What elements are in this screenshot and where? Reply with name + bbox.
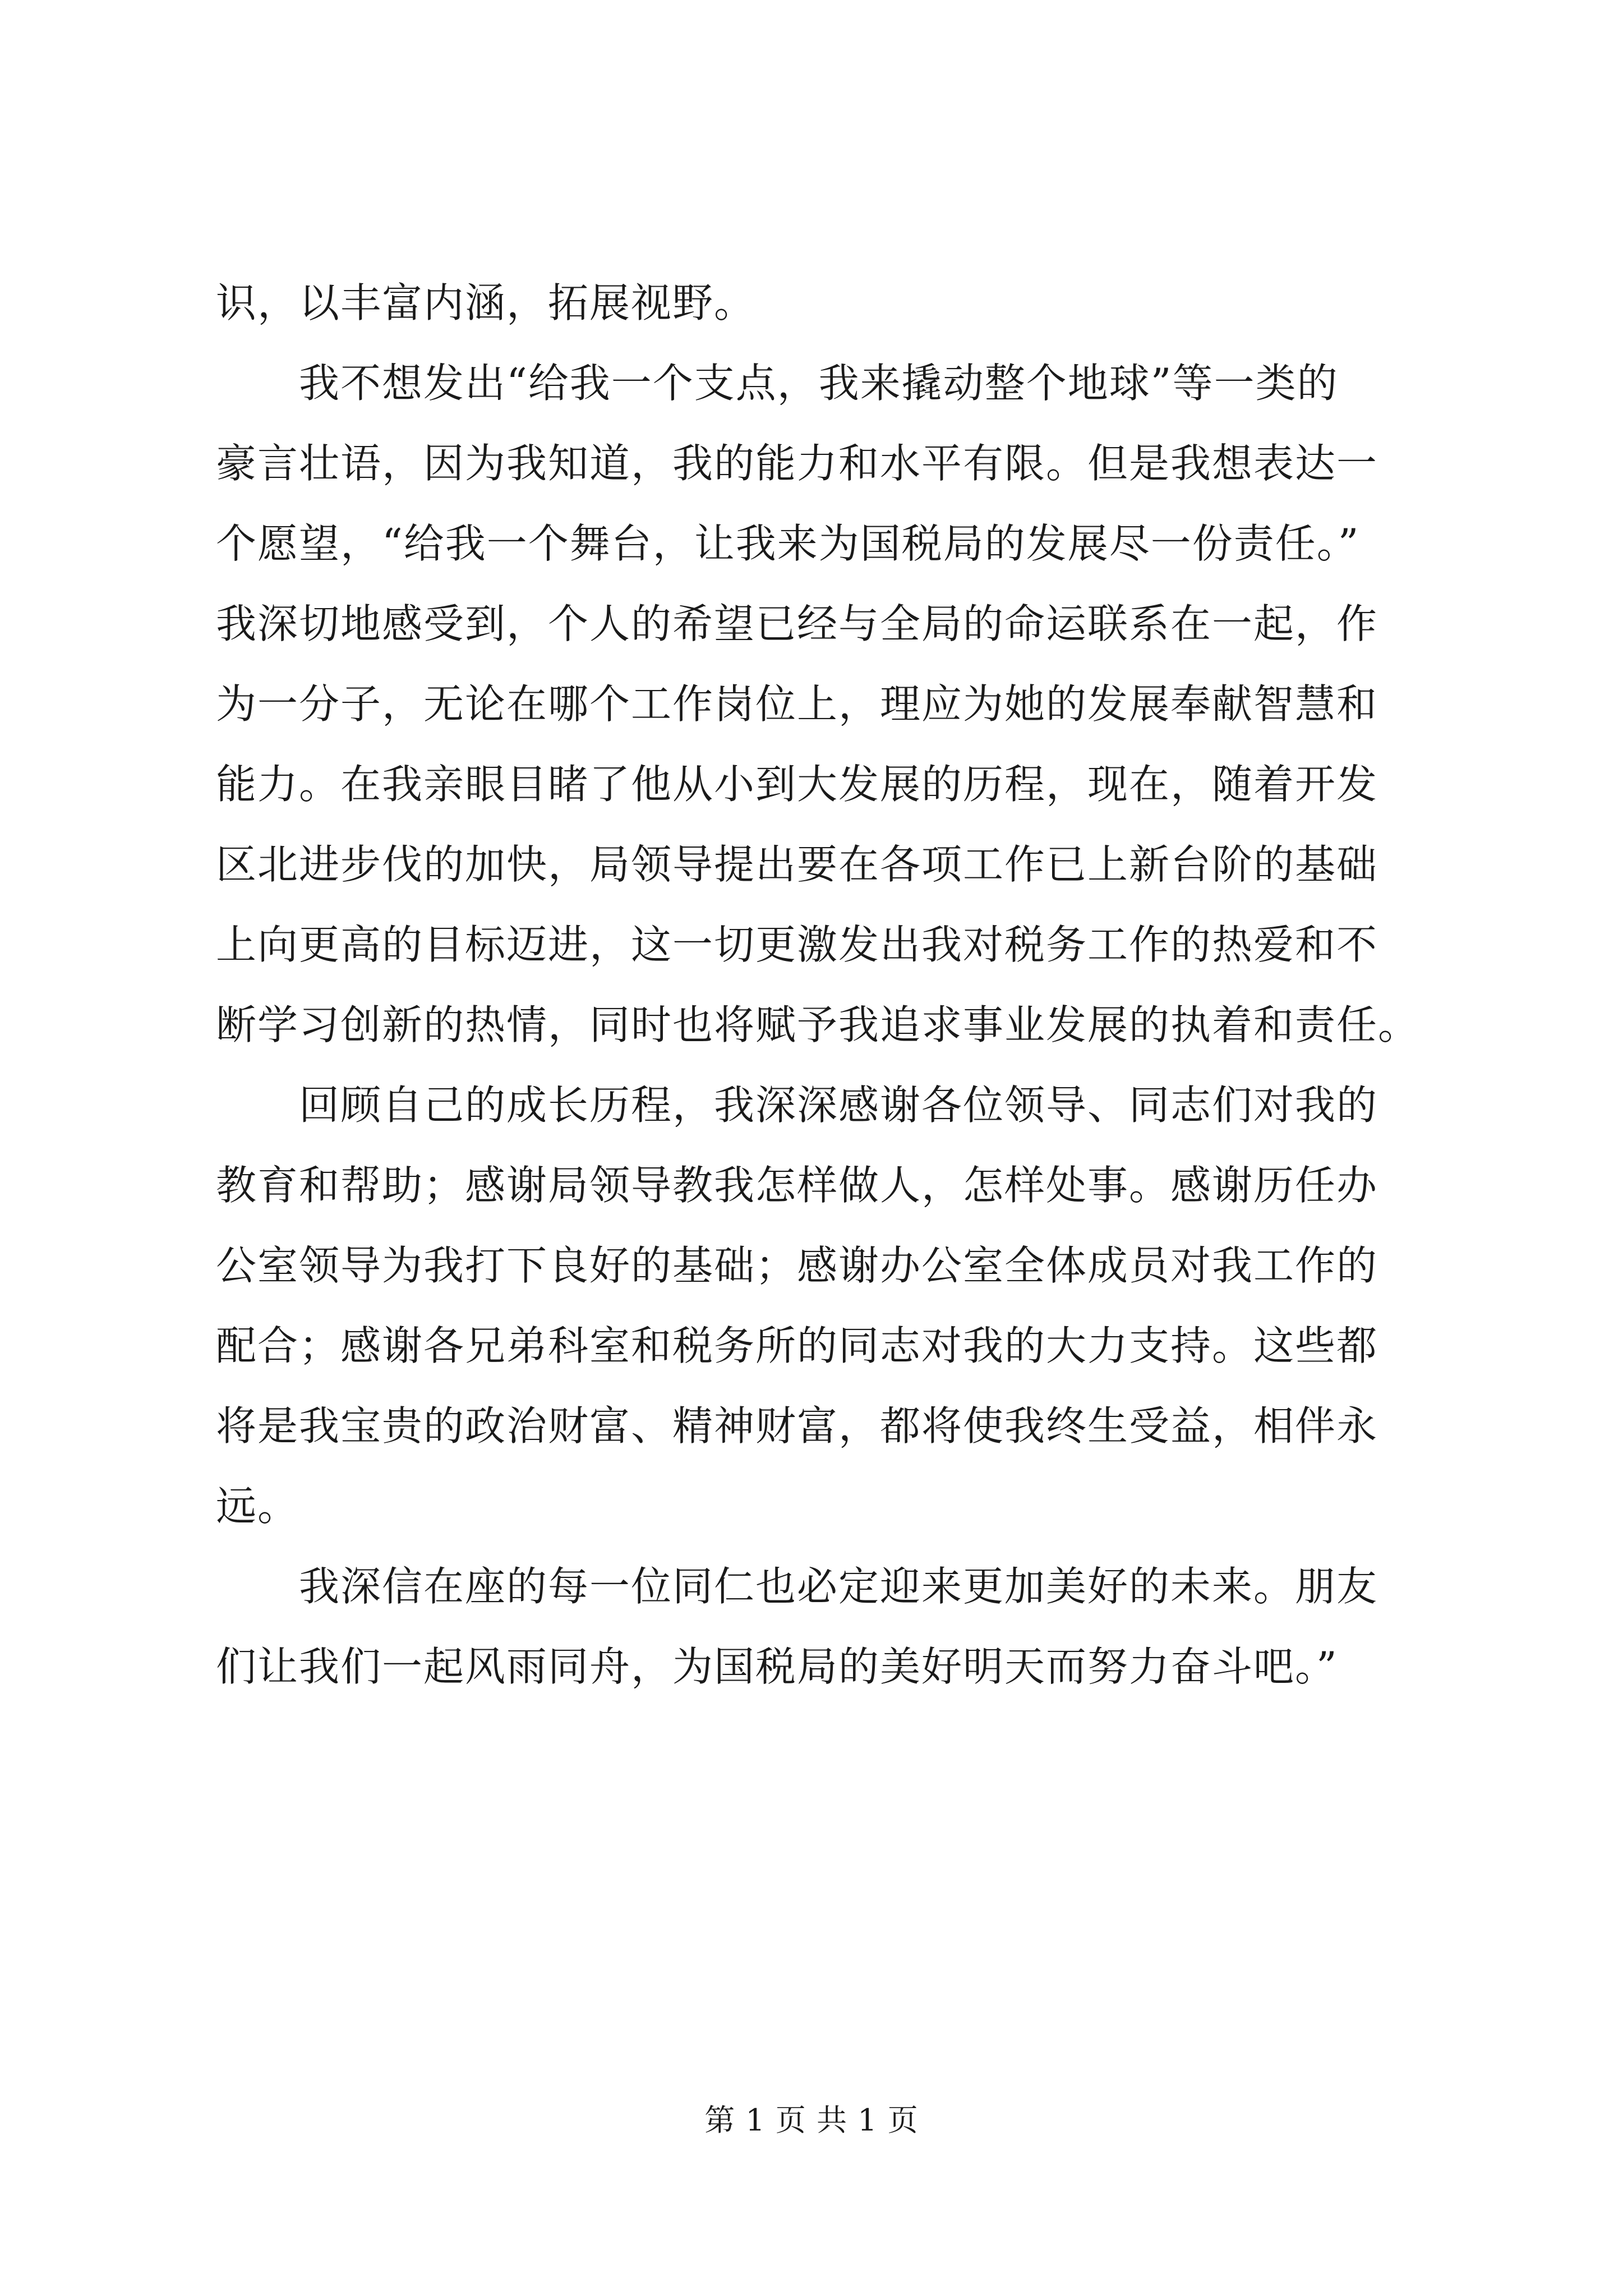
body-text-line: 豪言壮语，因为我知道，我的能力和水平有限。但是我想表达一 — [216, 440, 1378, 487]
body-text-line: 我深切地感受到，个人的希望已经与全局的命运联系在一起，作 — [216, 600, 1378, 647]
body-text-line: 回顾自己的成长历程，我深深感谢各位领导、同志们对我的 — [216, 1082, 1378, 1129]
body-text-line: 上向更高的目标迈进，这一切更激发出我对税务工作的热爱和不 — [216, 921, 1378, 968]
body-text-line: 远。 — [216, 1483, 299, 1530]
page-number-footer: 第 1 页 共 1 页 — [704, 2102, 919, 2138]
body-text-line: 个愿望，“给我一个舞台，让我来为国税局的发展尽一份责任。” — [216, 520, 1360, 567]
body-text-line: 断学习创新的热情，同时也将赋予我追求事业发展的执着和责任。 — [216, 1001, 1420, 1048]
body-text-line: 为一分子，无论在哪个工作岗位上，理应为她的发展奉献智慧和 — [216, 680, 1378, 728]
body-text-line: 公室领导为我打下良好的基础；感谢办公室全体成员对我工作的 — [216, 1242, 1378, 1289]
body-text-line: 我不想发出“给我一个支点，我来撬动整个地球”等一类的 — [216, 360, 1339, 407]
body-text-line: 们让我们一起风雨同舟，为国税局的美好明天而努力奋斗吧。” — [216, 1643, 1338, 1690]
body-text-line: 识，以丰富内涵，拓展视野。 — [216, 279, 756, 326]
body-text-line: 区北进步伐的加快，局领导提出要在各项工作已上新台阶的基础 — [216, 841, 1378, 888]
body-text-line: 将是我宝贵的政治财富、精神财富，都将使我终生受益，相伴永 — [216, 1402, 1378, 1450]
body-text-line: 教育和帮助；感谢局领导教我怎样做人，怎样处事。感谢历任办 — [216, 1162, 1378, 1209]
body-text-line: 配合；感谢各兄弟科室和税务所的同志对我的大力支持。这些都 — [216, 1322, 1378, 1369]
body-text-line: 我深信在座的每一位同仁也必定迎来更加美好的未来。朋友 — [216, 1563, 1378, 1610]
body-text-line: 能力。在我亲眼目睹了他从小到大发展的历程，现在，随着开发 — [216, 761, 1378, 808]
